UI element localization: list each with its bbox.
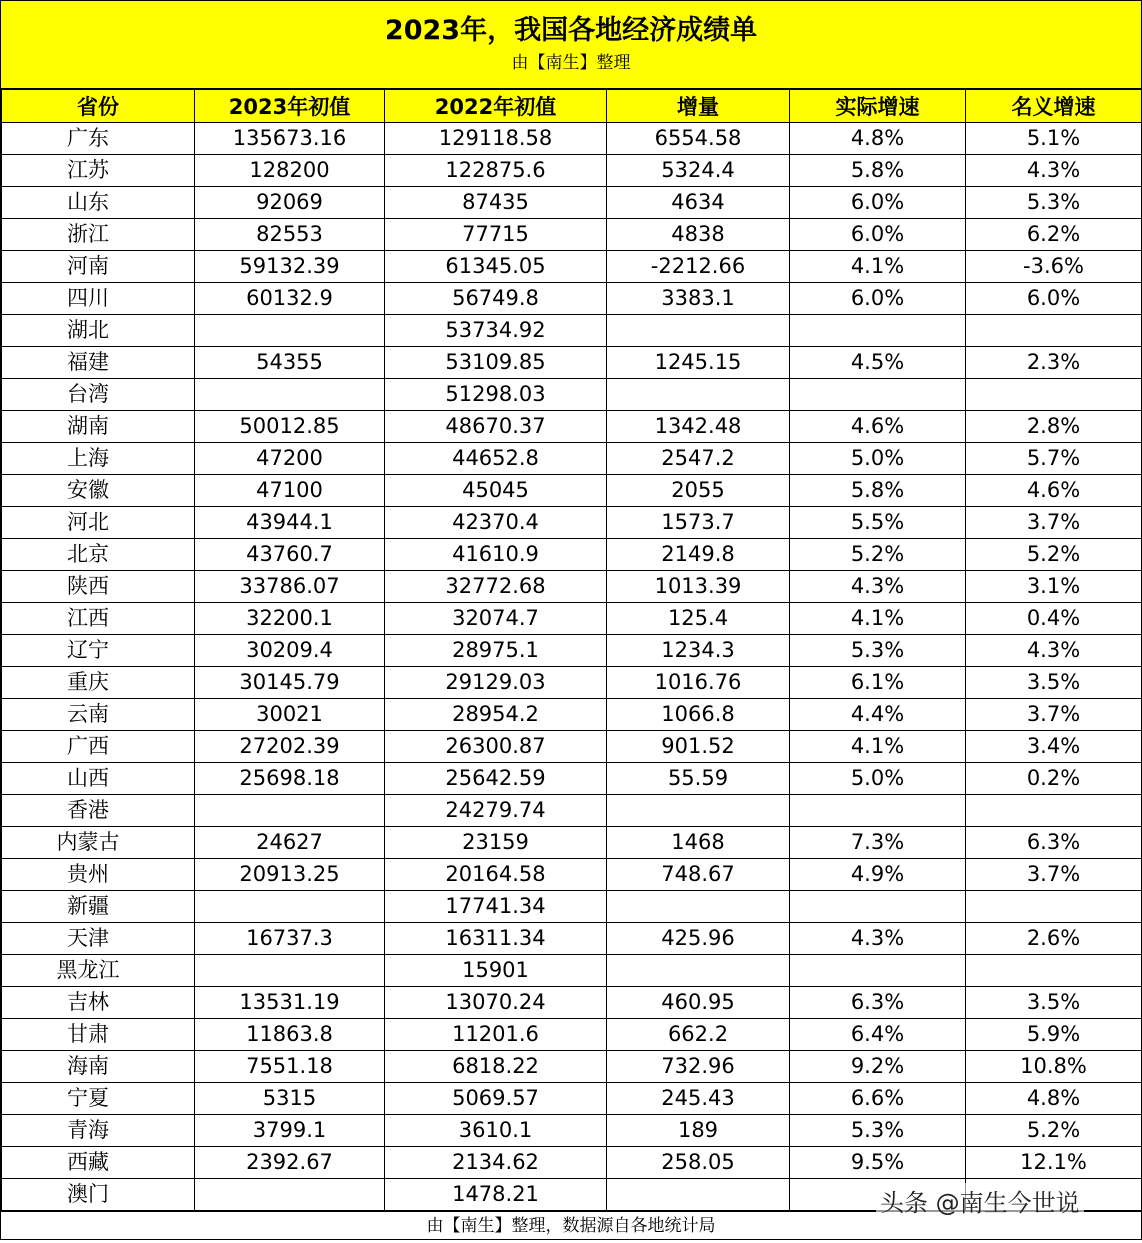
table-cell: 5.2% [966, 1115, 1142, 1147]
column-header: 省份 [2, 90, 195, 123]
province-cell: 海南 [2, 1051, 195, 1083]
table-cell: 6.0% [790, 219, 966, 251]
table-cell [790, 955, 966, 987]
table-cell: 11863.8 [195, 1019, 385, 1051]
table-cell: 61345.05 [385, 251, 607, 283]
table-cell: 30145.79 [195, 667, 385, 699]
table-cell: 2.3% [966, 347, 1142, 379]
table-cell: 53734.92 [385, 315, 607, 347]
table-cell: 3.4% [966, 731, 1142, 763]
table-cell: 32772.68 [385, 571, 607, 603]
table-cell: 6.6% [790, 1083, 966, 1115]
table-cell: 732.96 [607, 1051, 790, 1083]
table-cell [966, 315, 1142, 347]
province-cell: 黑龙江 [2, 955, 195, 987]
table-cell [195, 1179, 385, 1211]
province-cell: 广西 [2, 731, 195, 763]
table-cell: 6.0% [790, 187, 966, 219]
table-cell: 53109.85 [385, 347, 607, 379]
table-cell [607, 955, 790, 987]
table-cell: 50012.85 [195, 411, 385, 443]
table-row [2, 347, 1142, 379]
province-cell: 西藏 [2, 1147, 195, 1179]
province-cell: 香港 [2, 795, 195, 827]
gdp-table [1, 89, 1142, 1211]
table-cell: 4.5% [790, 347, 966, 379]
table-cell: 0.2% [966, 763, 1142, 795]
table-cell [607, 315, 790, 347]
table-cell: 5.9% [966, 1019, 1142, 1051]
table-row [2, 1115, 1142, 1147]
table-cell: 1468 [607, 827, 790, 859]
table-cell: 5.8% [790, 475, 966, 507]
table-row [2, 283, 1142, 315]
table-cell: 48670.37 [385, 411, 607, 443]
table-cell: 4.1% [790, 731, 966, 763]
table-cell: 87435 [385, 187, 607, 219]
table-cell: 5.0% [790, 443, 966, 475]
table-cell: 4.3% [966, 635, 1142, 667]
table-cell: 1342.48 [607, 411, 790, 443]
table-cell: 29129.03 [385, 667, 607, 699]
table-cell: 662.2 [607, 1019, 790, 1051]
table-cell: 28954.2 [385, 699, 607, 731]
table-cell: 55.59 [607, 763, 790, 795]
table-cell: 4.3% [790, 571, 966, 603]
province-cell: 云南 [2, 699, 195, 731]
table-cell: 32074.7 [385, 603, 607, 635]
table-row [2, 731, 1142, 763]
table-cell: 13531.19 [195, 987, 385, 1019]
table-cell: 3.7% [966, 507, 1142, 539]
table-cell: 16737.3 [195, 923, 385, 955]
table-cell: 1234.3 [607, 635, 790, 667]
page-title: 2023年，我国各地经济成绩单 [384, 15, 758, 46]
province-cell: 上海 [2, 443, 195, 475]
table-cell: 748.67 [607, 859, 790, 891]
table-row [2, 763, 1142, 795]
table-row [2, 955, 1142, 987]
table-cell: 135673.16 [195, 123, 385, 155]
table-cell: 20164.58 [385, 859, 607, 891]
header-row [2, 90, 1142, 123]
table-cell: 1573.7 [607, 507, 790, 539]
table-row [2, 539, 1142, 571]
province-cell: 重庆 [2, 667, 195, 699]
table-row [2, 443, 1142, 475]
table-cell: 4.3% [966, 155, 1142, 187]
table-cell: -2212.66 [607, 251, 790, 283]
table-cell [195, 315, 385, 347]
table-cell: 11201.6 [385, 1019, 607, 1051]
table-cell: 2.8% [966, 411, 1142, 443]
province-cell: 安徽 [2, 475, 195, 507]
table-row [2, 379, 1142, 411]
province-cell: 吉林 [2, 987, 195, 1019]
table-row [2, 219, 1142, 251]
province-cell: 广东 [2, 123, 195, 155]
table-cell: 3.5% [966, 987, 1142, 1019]
table-cell: 44652.8 [385, 443, 607, 475]
table-cell: 1016.76 [607, 667, 790, 699]
province-cell: 江苏 [2, 155, 195, 187]
table-cell: 5.1% [966, 123, 1142, 155]
table-cell: 258.05 [607, 1147, 790, 1179]
table-body [2, 123, 1142, 1211]
table-cell: 12.1% [966, 1147, 1142, 1179]
table-cell: 6.3% [966, 827, 1142, 859]
table-cell: 5.8% [790, 155, 966, 187]
footer-note: 由【南生】整理，数据源自各地统计局 [1, 1211, 1141, 1239]
table-row [2, 1019, 1142, 1051]
table-row [2, 987, 1142, 1019]
table-cell: 60132.9 [195, 283, 385, 315]
table-cell: 41610.9 [385, 539, 607, 571]
table-cell: 6.0% [966, 283, 1142, 315]
table-cell: 0.4% [966, 603, 1142, 635]
province-cell: 宁夏 [2, 1083, 195, 1115]
table-cell: 10.8% [966, 1051, 1142, 1083]
province-cell: 贵州 [2, 859, 195, 891]
table-cell [790, 795, 966, 827]
table-cell: 125.4 [607, 603, 790, 635]
table-cell: 17741.34 [385, 891, 607, 923]
table-cell: 45045 [385, 475, 607, 507]
table-cell [195, 891, 385, 923]
table-cell: 4838 [607, 219, 790, 251]
table-cell: 13070.24 [385, 987, 607, 1019]
table-cell: 77715 [385, 219, 607, 251]
province-cell: 江西 [2, 603, 195, 635]
table-cell: 4634 [607, 187, 790, 219]
table-cell: -3.6% [966, 251, 1142, 283]
table-cell: 6.3% [790, 987, 966, 1019]
table-cell [966, 891, 1142, 923]
column-header: 实际增速 [790, 90, 966, 123]
table-cell: 56749.8 [385, 283, 607, 315]
province-cell: 河北 [2, 507, 195, 539]
table-cell [195, 379, 385, 411]
table-cell: 5324.4 [607, 155, 790, 187]
table-cell [790, 379, 966, 411]
table-cell: 30209.4 [195, 635, 385, 667]
province-cell: 四川 [2, 283, 195, 315]
column-header: 2022年初值 [385, 90, 607, 123]
table-cell: 20913.25 [195, 859, 385, 891]
province-cell: 甘肃 [2, 1019, 195, 1051]
table-row [2, 1083, 1142, 1115]
table-row [2, 155, 1142, 187]
table-cell: 28975.1 [385, 635, 607, 667]
table-cell: 901.52 [607, 731, 790, 763]
table-cell: 4.1% [790, 603, 966, 635]
table-cell: 3.7% [966, 699, 1142, 731]
province-cell: 天津 [2, 923, 195, 955]
table-cell: 2547.2 [607, 443, 790, 475]
table-cell: 43944.1 [195, 507, 385, 539]
table-cell: 47100 [195, 475, 385, 507]
province-cell: 澳门 [2, 1179, 195, 1211]
table-cell: 5.2% [966, 539, 1142, 571]
table-cell: 3799.1 [195, 1115, 385, 1147]
table-cell: 4.9% [790, 859, 966, 891]
table-row [2, 859, 1142, 891]
table-cell [607, 795, 790, 827]
province-cell: 山东 [2, 187, 195, 219]
table-row [2, 571, 1142, 603]
table-cell: 9.2% [790, 1051, 966, 1083]
province-cell: 山西 [2, 763, 195, 795]
table-cell: 7.3% [790, 827, 966, 859]
table-cell [195, 795, 385, 827]
table-cell: 4.6% [790, 411, 966, 443]
table-cell: 5069.57 [385, 1083, 607, 1115]
table-cell: 6.0% [790, 283, 966, 315]
table-row [2, 411, 1142, 443]
table-row [2, 891, 1142, 923]
table-cell [607, 379, 790, 411]
table-cell: 26300.87 [385, 731, 607, 763]
province-cell: 河南 [2, 251, 195, 283]
table-cell: 2392.67 [195, 1147, 385, 1179]
table-row [2, 187, 1142, 219]
table-cell [607, 1179, 790, 1211]
table-cell: 2.6% [966, 923, 1142, 955]
table-cell: 24627 [195, 827, 385, 859]
table-cell: 1066.8 [607, 699, 790, 731]
table-cell: 3610.1 [385, 1115, 607, 1147]
table-cell: 47200 [195, 443, 385, 475]
table-row [2, 315, 1142, 347]
province-cell: 福建 [2, 347, 195, 379]
table-cell: 1245.15 [607, 347, 790, 379]
table-cell: 3.7% [966, 859, 1142, 891]
province-cell: 北京 [2, 539, 195, 571]
table-cell: 1478.21 [385, 1179, 607, 1211]
table-cell: 42370.4 [385, 507, 607, 539]
province-cell: 台湾 [2, 379, 195, 411]
table-row [2, 1147, 1142, 1179]
table-row [2, 1051, 1142, 1083]
table-cell: 1013.39 [607, 571, 790, 603]
province-cell: 浙江 [2, 219, 195, 251]
column-header: 增量 [607, 90, 790, 123]
table-cell: 5315 [195, 1083, 385, 1115]
table-cell: 4.8% [966, 1083, 1142, 1115]
province-cell: 湖南 [2, 411, 195, 443]
table-cell: 5.3% [790, 1115, 966, 1147]
table-cell: 2134.62 [385, 1147, 607, 1179]
table-cell: 5.7% [966, 443, 1142, 475]
table-cell: 51298.03 [385, 379, 607, 411]
table-cell: 54355 [195, 347, 385, 379]
table-cell: 129118.58 [385, 123, 607, 155]
table-cell: 15901 [385, 955, 607, 987]
table-cell: 59132.39 [195, 251, 385, 283]
page-subtitle: 由【南生】整理 [511, 53, 631, 73]
table-row [2, 827, 1142, 859]
table-cell: 33786.07 [195, 571, 385, 603]
table-row [2, 795, 1142, 827]
table-cell: 3383.1 [607, 283, 790, 315]
table-cell: 25642.59 [385, 763, 607, 795]
table-row [2, 251, 1142, 283]
province-cell: 辽宁 [2, 635, 195, 667]
table-cell: 5.0% [790, 763, 966, 795]
table-cell [966, 795, 1142, 827]
table-cell: 32200.1 [195, 603, 385, 635]
table-cell [790, 315, 966, 347]
table-cell: 2149.8 [607, 539, 790, 571]
table-cell: 25698.18 [195, 763, 385, 795]
table-cell: 2055 [607, 475, 790, 507]
table-row [2, 699, 1142, 731]
table-cell: 189 [607, 1115, 790, 1147]
table-cell [607, 891, 790, 923]
table-cell [195, 955, 385, 987]
table-cell [966, 379, 1142, 411]
table-cell: 4.6% [966, 475, 1142, 507]
province-cell: 内蒙古 [2, 827, 195, 859]
table-cell: 4.4% [790, 699, 966, 731]
table-row [2, 123, 1142, 155]
province-cell: 青海 [2, 1115, 195, 1147]
table-cell: 16311.34 [385, 923, 607, 955]
table-cell: 82553 [195, 219, 385, 251]
table-cell: 122875.6 [385, 155, 607, 187]
table-cell: 6.1% [790, 667, 966, 699]
table-cell: 4.3% [790, 923, 966, 955]
table-cell: 460.95 [607, 987, 790, 1019]
table-cell: 425.96 [607, 923, 790, 955]
table-cell: 5.3% [966, 187, 1142, 219]
table-cell: 6.2% [966, 219, 1142, 251]
table-cell [790, 891, 966, 923]
table-row [2, 475, 1142, 507]
table-cell: 4.8% [790, 123, 966, 155]
province-cell: 陕西 [2, 571, 195, 603]
table-cell: 3.5% [966, 667, 1142, 699]
table-cell: 245.43 [607, 1083, 790, 1115]
column-header: 2023年初值 [195, 90, 385, 123]
table-cell: 23159 [385, 827, 607, 859]
table-cell: 43760.7 [195, 539, 385, 571]
table-cell: 9.5% [790, 1147, 966, 1179]
table-cell: 6.4% [790, 1019, 966, 1051]
table-cell: 24279.74 [385, 795, 607, 827]
table-cell: 4.1% [790, 251, 966, 283]
table-row [2, 923, 1142, 955]
table-row [2, 507, 1142, 539]
province-cell: 新疆 [2, 891, 195, 923]
table-cell: 5.2% [790, 539, 966, 571]
table-cell: 6554.58 [607, 123, 790, 155]
watermark: 头条 @南生今世说 [876, 1183, 1084, 1218]
table-cell: 3.1% [966, 571, 1142, 603]
table-cell: 30021 [195, 699, 385, 731]
table-cell: 27202.39 [195, 731, 385, 763]
table-row [2, 635, 1142, 667]
title-block [1, 1, 1141, 89]
table-cell: 5.3% [790, 635, 966, 667]
table-cell [966, 955, 1142, 987]
table-row [2, 603, 1142, 635]
table-cell: 92069 [195, 187, 385, 219]
province-cell: 湖北 [2, 315, 195, 347]
table-row [2, 667, 1142, 699]
table-cell: 128200 [195, 155, 385, 187]
column-header: 名义增速 [966, 90, 1142, 123]
table-cell: 5.5% [790, 507, 966, 539]
table-cell: 6818.22 [385, 1051, 607, 1083]
table-cell: 7551.18 [195, 1051, 385, 1083]
